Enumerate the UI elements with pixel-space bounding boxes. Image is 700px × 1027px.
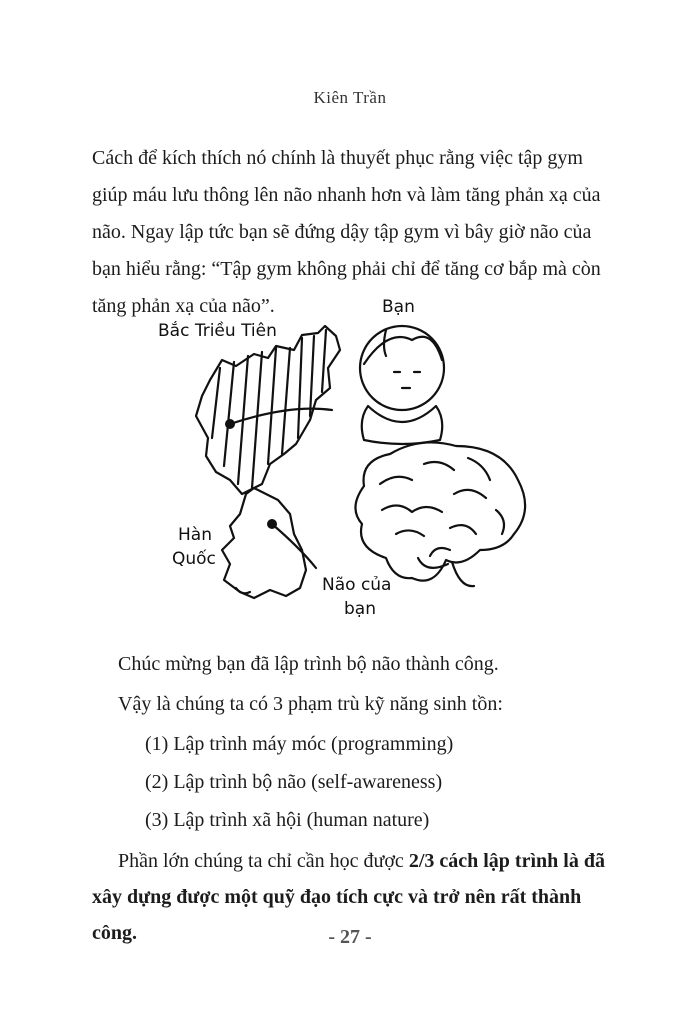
page-number: - 27 -: [328, 926, 372, 948]
label-south-korea-line2: Quốc: [172, 549, 216, 569]
intro-paragraph: Cách để kích thích nó chính là thuyết phục rằng việc tập gym giúp máu lưu thông lên não nhanh hơn và làm tăng phản xạ của não. Ngay lập tức bạn sẽ đứng dậy tập gym vì bây giờ não của bạn hiểu rằng: “Tập gym không phải chỉ để tăng cơ bắp mà còn tăng phản xạ của não”.: [92, 147, 601, 317]
label-brain-line1: Não của: [322, 575, 392, 595]
south-korea-island: [236, 588, 250, 593]
closing-bold-text: 2/3 cách lập trình là đã xây dựng được một quỹ đạo tích cực và trở nên rất thành công.: [92, 850, 605, 944]
list-item: (3) Lập trình xã hội (human nature): [145, 809, 430, 831]
brain-icon: [355, 442, 525, 586]
north-korea-pointer: [230, 409, 332, 424]
south-korea-dot: [267, 519, 277, 529]
label-south-korea-line1: Hàn: [178, 525, 212, 545]
list-item: (2) Lập trình bộ não (self-awareness): [145, 771, 443, 793]
congrats-line: Chúc mừng bạn đã lập trình bộ não thành công.: [118, 653, 499, 675]
illustration-svg: [150, 288, 550, 628]
illustration: [150, 288, 550, 628]
north-korea-dot: [225, 419, 235, 429]
running-header-author: Kiên Trần: [313, 88, 387, 107]
list-item: (1) Lập trình máy móc (programming): [145, 733, 454, 755]
you-face-icon: [360, 326, 444, 444]
closing-normal-text: Phần lớn chúng ta chỉ cần học được: [118, 850, 409, 872]
label-brain-line2: bạn: [344, 599, 376, 619]
label-you: Bạn: [382, 297, 415, 317]
categories-intro: Vậy là chúng ta có 3 phạm trù kỹ năng sinh tồn:: [118, 693, 503, 715]
label-north-korea: Bắc Triều Tiên: [158, 321, 277, 341]
north-korea-map: [196, 326, 340, 494]
